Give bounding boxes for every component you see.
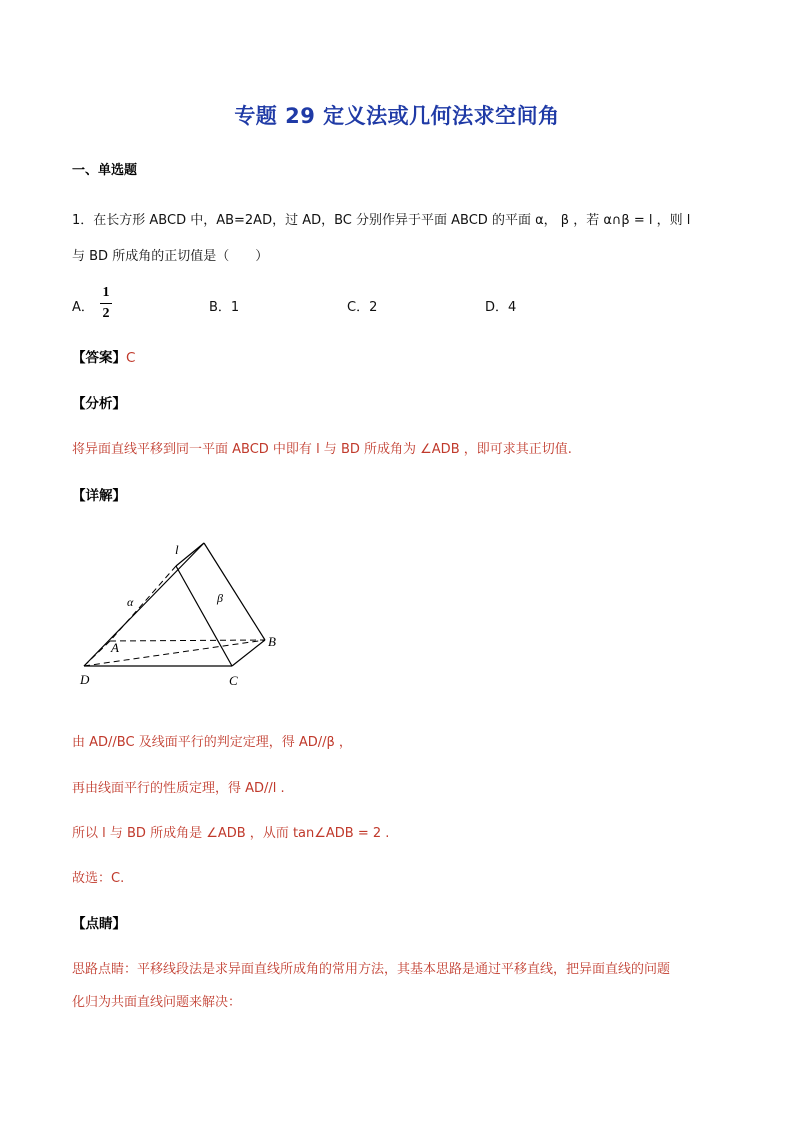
edge-c-l <box>176 566 232 666</box>
label-d: D <box>80 672 90 687</box>
label-beta: β <box>217 591 223 605</box>
option-c: C．2 <box>347 300 378 315</box>
detail-line-2: 再由线面平行的性质定理，得 AD//l . <box>72 781 285 796</box>
comment-line-1: 思路点睛：平移线段法是求异面直线所成角的常用方法，其基本思路是通过平移直线，把异面直线的问题 <box>72 962 671 977</box>
question-line-1: 1．在长方形 ABCD 中，AB=2AD，过 AD，BC 分别作异于平面 ABCD 的平面 α， β ，若 α∩β = l ，则 l <box>72 213 691 228</box>
label-c: C <box>229 673 238 688</box>
comment-tag: 【点睛】 <box>72 916 126 932</box>
option-b: B．1 <box>209 300 240 315</box>
analysis-tag: 【分析】 <box>72 396 126 412</box>
section-heading: 一、单选题 <box>72 163 138 178</box>
comment-line-2: 化归为共面直线问题来解决： <box>72 995 242 1010</box>
question-line-2: 与 BD 所成角的正切值是（ ） <box>72 249 269 264</box>
answer-row <box>72 346 135 366</box>
fraction-numerator: 1 <box>102 285 110 300</box>
option-a-fraction <box>100 285 112 322</box>
answer-tag: 【答案】 <box>72 350 126 366</box>
detail-line-4: 故选：C. <box>72 871 125 886</box>
option-a-label: A． <box>72 300 94 315</box>
line-l <box>176 543 204 566</box>
label-b: B <box>268 634 276 649</box>
detail-tag: 【详解】 <box>72 488 126 504</box>
edge-top-b <box>204 543 265 640</box>
fraction-denominator: 2 <box>102 306 110 321</box>
page-title: 专题 29 定义法或几何法求空间角 <box>234 104 560 128</box>
option-d: D．4 <box>485 300 517 315</box>
label-l: l <box>175 542 179 557</box>
detail-line-3: 所以 l 与 BD 所成角是 ∠ADB ，从而 tan∠ADB = 2 . <box>72 826 390 841</box>
answer-value: C <box>126 350 136 366</box>
detail-line-1: 由 AD//BC 及线面平行的判定定理，得 AD//β ， <box>72 735 352 750</box>
label-a: A <box>111 640 119 655</box>
geometry-figure <box>70 535 300 695</box>
label-alpha: α <box>127 595 134 609</box>
dashed-ab <box>110 640 265 641</box>
fraction-bar <box>100 303 112 304</box>
analysis-text: 将异面直线平移到同一平面 ABCD 中即有 l 与 BD 所成角为 ∠ADB ，即可求其正切值. <box>72 442 572 457</box>
dashed-l-a <box>110 566 176 641</box>
edge-d-top <box>84 543 204 666</box>
